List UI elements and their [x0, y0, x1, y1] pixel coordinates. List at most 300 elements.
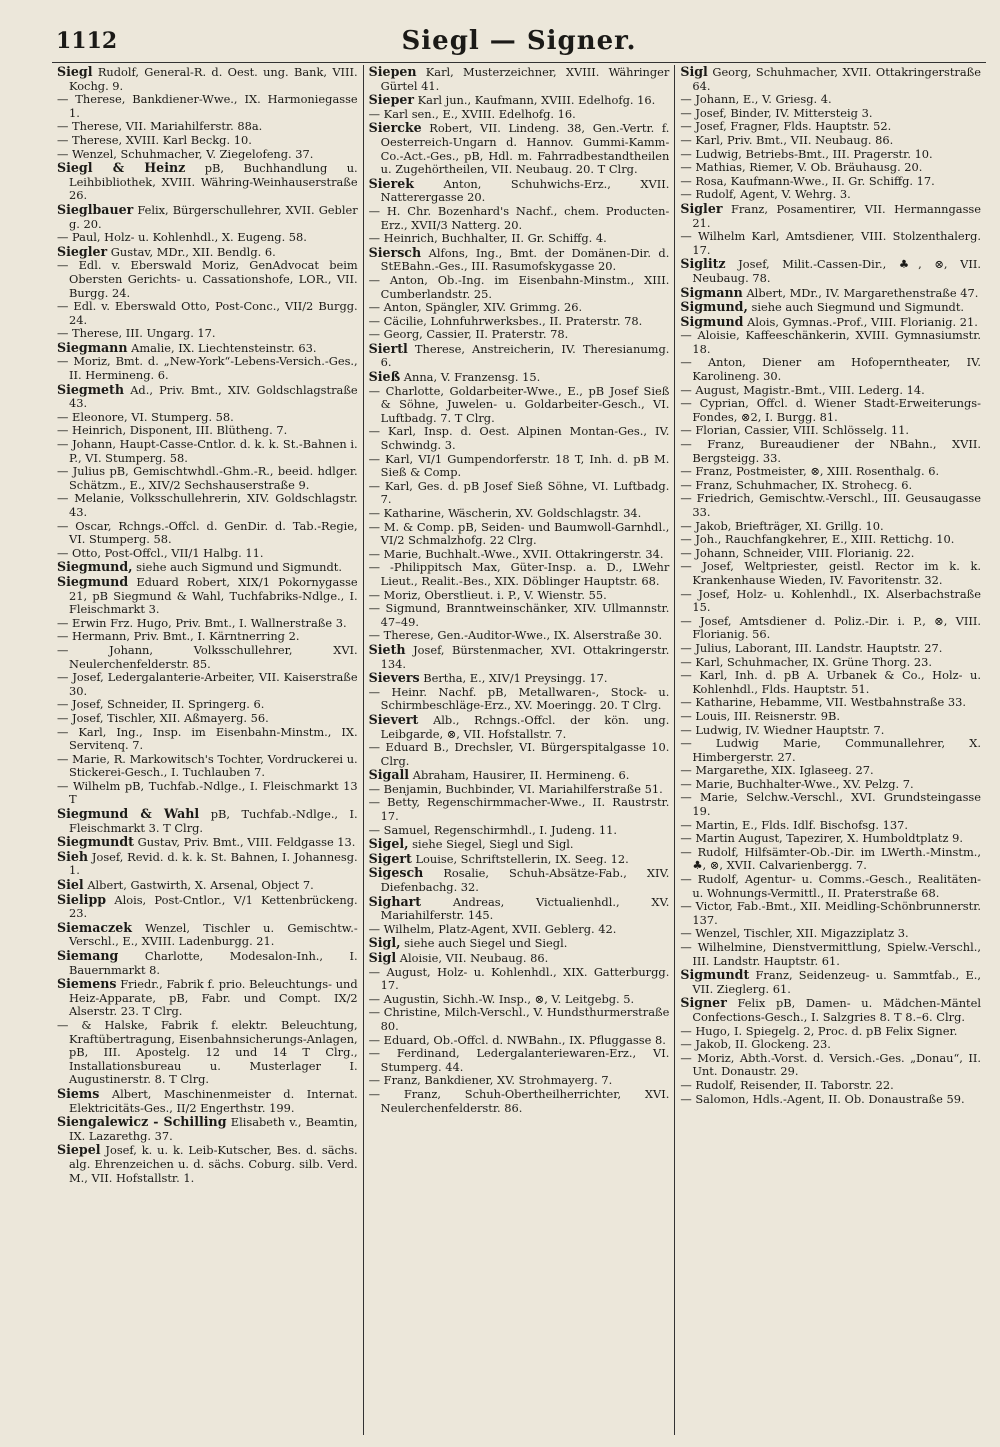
entry-text: — Moriz, Oberstlieut. i. P., V. Wienstr. 55. [368, 587, 607, 602]
directory-entry [369, 1088, 670, 1115]
entry-text: siehe auch Siegmund und Sigmundt. [751, 300, 965, 315]
entry-text: — Oscar, Rchngs.-Offcl. d. GenDir. d. Tab.-Regie, VI. Stumperg. 58. [57, 518, 358, 547]
entry-text: — Karl, Insp. d. Oest. Alpinen Montan-Ges., IV. Schwindg. 3. [368, 424, 670, 453]
entry-text: — Therese, Bankdiener-Wwe., IX. Harmoniegasse 1. [57, 92, 358, 120]
entry-text: — Franz, Postmeister, ⊗, XIII. Rosenthalg. 6. [680, 464, 940, 479]
directory-entry [369, 315, 670, 329]
entry-name: Siengalewicz - Schilling [57, 1114, 227, 1130]
directory-entry [680, 257, 981, 285]
directory-entry [680, 927, 981, 941]
entry-name: Sieglbauer [57, 201, 134, 217]
entry-text: — Karl, Schuhmacher, IX. Grüne Thorg. 23. [680, 654, 932, 669]
directory-entry [680, 1038, 981, 1052]
entry-name: Sigert [368, 850, 412, 866]
entry-text: Friedr., Fabrik f. prio. Beleuchtungs- und Heiz-Apparate, pB, Fabr. und Compt. IX/2 Alserstr. 23. T Clrg. [69, 977, 358, 1019]
directory-entry [680, 710, 981, 724]
entry-name: Sigel, [368, 836, 409, 852]
entry-name: Sigler [680, 200, 723, 216]
directory-entry [680, 107, 981, 121]
entry-text: — Betty, Regenschirmmacher-Wwe., II. Raustrstr. 17. [368, 795, 670, 824]
entry-text: — Aloisie, Kaffeeschänkerin, XVIII. Gymnasiumstr. 18. [680, 328, 982, 356]
directory-entry [57, 148, 358, 162]
entry-name: Sievers [368, 670, 420, 686]
directory-entry [680, 148, 981, 162]
entry-name: Siegmund & Wahl [57, 806, 200, 822]
entry-text: Gustav, Priv. Bmt., VIII. Feldgasse 13. [137, 835, 356, 850]
entry-name: Siemens [57, 976, 117, 992]
entry-name: Sieß [368, 369, 401, 385]
directory-entry [680, 615, 981, 642]
entry-text: — Ferdinand, Ledergalanteriewaren-Erz., VI. Stumperg. 44. [368, 1046, 670, 1074]
directory-entry [369, 370, 670, 385]
running-title: Siegl — Signer. [401, 26, 637, 56]
entry-text: — Karl sen., E., XVIII. Edelhofg. 16. [368, 106, 576, 121]
directory-entry [680, 764, 981, 778]
directory-entry [369, 852, 670, 867]
directory-entry [57, 921, 358, 949]
directory-entry [369, 589, 670, 603]
entry-text: — Erwin Frz. Hugo, Priv. Bmt., I. Wallnerstraße 3. [57, 615, 347, 630]
directory-entry [369, 686, 670, 713]
directory-entry [57, 807, 358, 835]
directory-entry [680, 533, 981, 547]
directory-entry [680, 161, 981, 175]
directory-entry [680, 1093, 981, 1107]
entry-text: Josef, Revid. d. k. k. St. Bahnen, I. Johannesg. 1. [69, 849, 358, 878]
directory-entry [680, 230, 981, 257]
entry-text: — Friedrich, Gemischtw.-Verschl., III. Geusaugasse 33. [680, 491, 982, 519]
entry-text: — -Philippitsch Max, Güter-Insp. a. D., LWehr Lieut., Realit.-Bes., XIX. Döblinger Hauptstr. 68. [368, 560, 670, 588]
entry-name: Siegmeth [57, 381, 125, 397]
entry-text: Franz, Seidenzeug- u. Sammtfab., E., VII. Zieglerg. 61. [692, 968, 982, 996]
entry-text: — & Halske, Fabrik f. elektr. Beleuchtung, Kraftübertragung, Eisenbahnsicherungs-Anlagen, pB, III. Apostelg. 12 und 14 T Clrg., Installationsbureau u. Musterlager I. Augustinerstr. 8. T Clrg. [57, 1017, 358, 1087]
entry-text: — Franz, Bureaudiener der NBahn., XVII. Bergsteigg. 33. [680, 437, 982, 465]
entry-text: Alb., Rchngs.-Offcl. der kön. ung. Leibgarde, ⊗, VII. Hofstallstr. 7. [380, 712, 670, 741]
directory-entry [369, 121, 670, 176]
entry-text: — M. & Comp. pB, Seiden- und Baumwoll-Garnhdl., VI/2 Schmalzhofg. 22 Clrg. [368, 519, 670, 548]
directory-entry [57, 203, 358, 231]
entry-name: Sigmundt [680, 967, 750, 983]
entry-text: — Salomon, Hdls.-Agent, II. Ob. Donaustraße 59. [680, 1091, 965, 1106]
entry-text: Albert, MDr., IV. Margarethenstraße 47. [746, 285, 979, 300]
directory-entry [369, 824, 670, 838]
directory-entry [369, 837, 670, 852]
entry-text: — Hermann, Priv. Bmt., I. Kärntnerring 2. [57, 629, 300, 644]
directory-entry [680, 1052, 981, 1079]
directory-entry [680, 724, 981, 738]
entry-text: — Moriz, Bmt. d. „New-York“-Lebens-Versich.-Ges., II. Hermineng. 6. [57, 354, 358, 383]
directory-entry [369, 521, 670, 548]
entry-text: Josef, Bürstenmacher, XVI. Ottakringerstr. 134. [380, 642, 670, 671]
directory-entry [680, 547, 981, 561]
directory-entry [369, 246, 670, 274]
entry-text: siehe auch Sigmund und Sigmundt. [136, 560, 342, 575]
directory-entry [369, 741, 670, 768]
entry-text: Felix, Bürgerschullehrer, XVII. Gebler g. 20. [69, 202, 358, 231]
entry-text: — Georg, Cassier, II. Praterstr. 78. [368, 327, 569, 342]
directory-entry [57, 575, 358, 617]
directory-entry [369, 1034, 670, 1048]
entry-text: — Therese, VII. Mariahilferstr. 88a. [57, 119, 263, 134]
directory-entry [369, 966, 670, 993]
entry-text: — Karl, Ges. d. pB Josef Sieß Söhne, VI. Luftbadg. 7. [368, 478, 670, 507]
entry-text: Gustav, MDr., XII. Bendlg. 6. [110, 244, 276, 259]
directory-entry [57, 93, 358, 120]
directory-entry [680, 93, 981, 107]
column-2 [363, 65, 675, 1435]
page-header [52, 22, 986, 63]
entry-text: — Johann, Schneider, VIII. Florianig. 22. [680, 545, 915, 560]
entry-name: Sigall [368, 767, 410, 783]
directory-entry [680, 791, 981, 818]
column-1 [52, 65, 363, 1435]
entry-text: — Wilhelm, Platz-Agent, XVII. Geblerg. 42. [368, 921, 617, 936]
entry-name: Siertl [368, 340, 408, 356]
entry-text: — Hugo, I. Spiegelg. 2, Proc. d. pB Felix Signer. [680, 1023, 958, 1038]
entry-name: Sighart [368, 893, 422, 909]
directory-entry [680, 120, 981, 134]
entry-text: — Marie, R. Markowitsch's Tochter, Vordruckerei u. Stickerei-Gesch., I. Tuchlauben 7. [57, 751, 358, 780]
directory-entry [680, 900, 981, 927]
directory-entry [680, 560, 981, 587]
entry-text: — Therese, XVIII. Karl Beckg. 10. [57, 132, 252, 147]
directory-entry [57, 977, 358, 1019]
entry-name: Siersch [368, 244, 422, 260]
entry-text: Franz, Posamentirer, VII. Hermanngasse 21. [692, 201, 982, 230]
entry-text: — Jakob, Briefträger, XI. Grillg. 10. [680, 518, 884, 533]
page-number: 1112 [56, 28, 118, 54]
entry-name: Siel [57, 877, 84, 893]
entry-text: — Martin, E., Flds. Idlf. Bischofsg. 137. [680, 817, 909, 832]
entry-name: Sigmund, [680, 299, 748, 315]
directory-entry [57, 547, 358, 561]
directory-entry [680, 329, 981, 356]
entry-text: — Benjamin, Buchbinder, VI. Mariahilferstraße 51. [368, 781, 663, 796]
directory-entry [57, 492, 358, 519]
entry-text: Abraham, Hausirer, II. Hermineng. 6. [412, 768, 630, 783]
entry-text: — Katharine, Wäscherin, XV. Goldschlagstr. 34. [368, 506, 642, 520]
entry-text: — Charlotte, Goldarbeiter-Wwe., E., pB Josef Sieß & Söhne, Juwelen- u. Goldarbeiter-Gesch., VI. Luftbadg. 7. T Clrg. [368, 383, 670, 425]
directory-entry [57, 1115, 358, 1143]
entry-text: — Josef, Holz- u. Kohlenhdl., IX. Alserbachstraße 15. [680, 586, 982, 615]
entry-text: — Johann, E., V. Griesg. 4. [680, 92, 832, 107]
entry-name: Siegl & Heinz [57, 160, 186, 176]
directory-entry [680, 134, 981, 148]
directory-entry [57, 259, 358, 300]
directory-entry [57, 893, 358, 921]
entry-name: Siemang [57, 948, 119, 963]
directory-entry [680, 520, 981, 534]
directory-entry [57, 753, 358, 780]
entry-text: — Martin August, Tapezirer, X. Humboldtplatz 9. [680, 831, 963, 846]
entry-text: Therese, Anstreicherin, IV. Theresianumg. 6. [380, 341, 670, 370]
entry-text: — Anton, Spängler, XIV. Grimmg. 26. [368, 300, 583, 315]
entry-name: Sielipp [57, 891, 107, 907]
directory-entry [57, 300, 358, 327]
entry-text: Eduard Robert, XIX/1 Pokornygasse 21, pB Siegmund & Wahl, Tuchfabriks-Ndlge., I. Fleischmarkt 3. [69, 574, 358, 617]
directory-entry [57, 617, 358, 631]
entry-text: — Wilhelmine, Dienstvermittlung, Spielw.-Verschl., III. Landstr. Hauptstr. 61. [680, 940, 982, 968]
entry-text: — Joh., Rauchfangkehrer, E., XIII. Rettichg. 10. [680, 532, 955, 547]
directory-entry [57, 65, 358, 93]
directory-entry [57, 1019, 358, 1087]
entry-text: Bertha, E., XIV/1 Preysingg. 17. [423, 671, 608, 686]
entry-text: Felix pB, Damen- u. Mädchen-Mäntel Confections-Gesch., I. Salzgries 8. T 8.–6. Clrg. [692, 996, 982, 1024]
directory-entry [369, 108, 670, 122]
entry-text: pB, Tuchfab.-Ndlge., I. Fleischmarkt 3. T Clrg. [69, 807, 358, 835]
entry-text: Karl, Musterzeichner, XVIII. Währinger Gürtel 41. [380, 65, 670, 93]
directory-entry [57, 644, 358, 671]
entry-text: Josef, Milit.-Cassen-Dir., ♣, ⊗, VII. Neubaug. 78. [692, 257, 982, 285]
entry-text: — Therese, Gen.-Auditor-Wwe., IX. Alserstraße 30. [368, 628, 663, 643]
directory-entry [369, 425, 670, 452]
directory-entry [57, 438, 358, 465]
directory-entry [369, 951, 670, 966]
entry-text: Anton, Schuhwichs-Erz., XVII. Natterergasse 20. [380, 176, 670, 205]
directory-entry [57, 355, 358, 382]
entry-name: Sigesch [368, 865, 424, 881]
directory-entry [57, 520, 358, 547]
entry-text: — Augustin, Sichh.-W. Insp., ⊗, V. Leitgebg. 5. [368, 991, 635, 1006]
directory-entry [680, 397, 981, 424]
entry-text: — Cäcilie, Lohnfuhrwerksbes., II. Praterstr. 78. [368, 313, 643, 328]
entry-text: — Victor, Fab.-Bmt., XII. Meidling-Schönbrunnerstr. 137. [680, 899, 982, 927]
directory-entry [57, 134, 358, 148]
entry-name: Siemaczek [57, 919, 132, 935]
directory-entry [680, 737, 981, 764]
directory-entry [680, 588, 981, 615]
entry-text: — Eduard, Ob.-Offcl. d. NWBahn., IX. Pfluggasse 8. [368, 1032, 666, 1047]
entry-text: — Therese, III. Ungarg. 17. [57, 326, 216, 341]
directory-entry [57, 231, 358, 245]
entry-text: — Wenzel, Schuhmacher, V. Ziegelofeng. 37. [57, 146, 314, 161]
entry-text: — Sigmund, Branntweinschänker, XIV. Ullmannstr. 47–49. [368, 601, 670, 629]
directory-entry [369, 643, 670, 671]
entry-text: — Johann, Haupt-Casse-Cntlor. d. k. k. St.-Bahnen i. P., VI. Stumperg. 58. [57, 437, 358, 465]
directory-entry [369, 1047, 670, 1074]
directory-entry [680, 175, 981, 189]
entry-name: Sievert [368, 711, 419, 727]
entry-text: Karl jun., Kaufmann, XVIII. Edelhofg. 16. [417, 93, 656, 108]
directory-entry [369, 328, 670, 342]
entry-text: pB, Buchhandlung u. Leihbibliothek, XVIII. Währing-Weinhauserstraße 26. [69, 161, 358, 203]
directory-entry [369, 629, 670, 643]
entry-name: Sieper [368, 92, 415, 108]
directory-entry [57, 424, 358, 438]
directory-entry [369, 923, 670, 937]
directory-entry [680, 642, 981, 656]
directory-entry [369, 1006, 670, 1033]
directory-entry [369, 93, 670, 108]
entry-name: Siems [57, 1085, 100, 1101]
entry-name: Siegmund, [57, 559, 133, 575]
entry-name: Siegmundt [57, 834, 134, 850]
directory-entry [680, 1079, 981, 1093]
directory-entry [680, 1025, 981, 1039]
entry-text: — Eduard B., Drechsler, VI. Bürgerspitalgasse 10. Clrg. [368, 740, 670, 768]
directory-entry [680, 846, 981, 873]
entry-name: Sigmund [680, 313, 744, 329]
entry-text: Alois, Post-Cntlor., V/1 Kettenbrückeng. 23. [69, 892, 358, 921]
entry-text: — Franz, Schuhmacher, IX. Strohecg. 6. [680, 477, 913, 492]
entry-text: — Marie, Selchw.-Verschl., XVI. Grundsteingasse 19. [680, 790, 982, 819]
entry-text: — August, Holz- u. Kohlenhdl., XIX. Gatterburgg. 17. [368, 964, 670, 993]
entry-text: Rosalie, Schuh-Absätze-Fab., XIV. Diefenbachg. 32. [380, 866, 670, 895]
directory-entry [57, 327, 358, 341]
entry-text: — Rudolf, Agentur- u. Comms.-Gesch., Realitäten- u. Wohnungs-Vermittl., II. Praterstraße 68. [680, 872, 982, 900]
entry-text: — Samuel, Regenschirmhdl., I. Judeng. 11. [368, 822, 617, 837]
directory-entry [57, 1087, 358, 1115]
entry-name: Siegmann [57, 339, 128, 355]
directory-entry [369, 507, 670, 521]
entry-text: — August, Magistr.-Bmt., VIII. Lederg. 14. [680, 382, 925, 397]
directory-entry [369, 274, 670, 301]
entry-text: Alois, Gymnas.-Prof., VIII. Florianig. 21. [747, 314, 978, 329]
entry-name: Signer [680, 995, 727, 1011]
directory-entry [369, 768, 670, 783]
entry-text: — Moriz, Abth.-Vorst. d. Versich.-Ges. „Donau“, II. Unt. Donaustr. 29. [680, 1050, 982, 1079]
entry-text: — Julius, Laborant, III. Landstr. Hauptstr. 27. [680, 640, 943, 655]
entry-text: — Karl, Ing., Insp. im Eisenbahn-Minstm., IX. Servitenq. 7. [57, 724, 358, 753]
entry-name: Sigl [680, 65, 708, 79]
directory-entry [57, 949, 358, 977]
entry-text: — Edl. v. Eberswald Otto, Post-Conc., VII/2 Burgg. 24. [57, 299, 358, 327]
directory-entry [57, 780, 358, 807]
entry-text: Albert, Maschinenmeister d. Internat. Elektricitäts-Ges., II/2 Engerthstr. 199. [69, 1086, 358, 1115]
entry-name: Siepen [368, 65, 417, 79]
entry-text: — Karl, Priv. Bmt., VII. Neubaug. 86. [680, 132, 894, 147]
directory-entry [680, 656, 981, 670]
entry-text: — Wilhelm Karl, Amtsdiener, VIII. Stolzenthalerg. 17. [680, 229, 982, 257]
directory-entry [57, 712, 358, 726]
entry-text: — Karl, VI/1 Gumpendorferstr. 18 T, Inh. d. pB M. Sieß & Comp. [368, 451, 670, 480]
entry-text: — Josef, Binder, IV. Mittersteig 3. [680, 105, 873, 120]
directory-entry [369, 796, 670, 823]
entry-text: — Josef, Tischler, XII. Aßmayerg. 56. [57, 710, 269, 725]
entry-name: Siegmund [57, 573, 129, 589]
directory-entry [57, 560, 358, 575]
entry-name: Sigl [368, 950, 397, 965]
directory-entry [369, 895, 670, 923]
directory-entry [57, 411, 358, 425]
entry-text: — Heinrich, Buchhalter, II. Gr. Schiffg. 4. [368, 231, 607, 246]
directory-entry [57, 726, 358, 753]
entry-text: — Cyprian, Offcl. d. Wiener Stadt-Erweiterungs-Fondes, ⊗2, I. Burgg. 81. [680, 396, 982, 424]
directory-entry [680, 968, 981, 996]
entry-name: Siglitz [680, 256, 726, 272]
entry-text: — Paul, Holz- u. Kohlenhdl., X. Eugeng. 58. [57, 230, 307, 245]
entry-name: Sigl, [368, 935, 401, 951]
directory-entry [57, 835, 358, 850]
directory-entry [57, 120, 358, 134]
entry-name: Sierek [368, 175, 414, 191]
entry-text: — Louis, III. Reisnerstr. 9B. [680, 708, 841, 723]
entry-text: Georg, Schuhmacher, XVII. Ottakringerstraße 64. [692, 65, 982, 93]
entry-text: — Otto, Post-Offcl., VII/1 Halbg. 11. [57, 545, 264, 560]
entry-text: — Marie, Buchhalt.-Wwe., XVII. Ottakringerstr. 34. [368, 546, 664, 561]
directory-entry [57, 245, 358, 260]
entry-text: — Johann, Volksschullehrer, XVI. Neulerchenfelderstr. 85. [57, 642, 358, 671]
entry-text: Anna, V. Franzensg. 15. [403, 370, 541, 385]
entry-name: Sieh [57, 848, 89, 864]
directory-entry [680, 315, 981, 330]
directory-entry [680, 996, 981, 1024]
entry-text: — Edl. v. Eberswald Moriz, GenAdvocat beim Obersten Gerichts- u. Cassationshofe, LOR., VII. Burgg. 24. [57, 258, 358, 300]
directory-entry [57, 161, 358, 203]
directory-entry [680, 479, 981, 493]
directory-entry [369, 561, 670, 588]
entry-text: — Marie, Buchhalter-Wwe., XV. Pelzg. 7. [680, 776, 914, 791]
directory-entry [369, 177, 670, 205]
entry-text: siehe auch Siegel und Siegl. [404, 936, 568, 951]
directory-entry [680, 424, 981, 438]
directory-entry [680, 384, 981, 398]
entry-text: Josef, k. u. k. Leib-Kutscher, Bes. d. sächs. alg. Ehrenzeichen u. d. sächs. Coburg. silb. Verd. M., VII. Hofstallstr. 1. [69, 1143, 358, 1185]
entry-text: — Anton, Ob.-Ing. im Eisenbahn-Minstm., XIII. Cumberlandstr. 25. [368, 272, 670, 301]
entry-text: Charlotte, Modesalon-Inh., I. Bauernmarkt 8. [69, 949, 358, 977]
entry-text: — H. Chr. Bozenhard's Nachf., chem. Producten-Erz., XVII/3 Natterg. 20. [368, 203, 670, 232]
directory-entry [369, 1074, 670, 1088]
entry-name: Sigmann [680, 284, 743, 300]
directory-entry [369, 342, 670, 370]
entry-text: — Anton, Diener am Hofoperntheater, IV. Karolineng. 30. [680, 355, 982, 384]
directory-entry [369, 205, 670, 232]
entry-text: — Ludwig, Betriebs-Bmt., III. Pragerstr. 10. [680, 146, 933, 161]
entry-text: Amalie, IX. Liechtensteinstr. 63. [131, 340, 317, 355]
directory-entry [680, 492, 981, 519]
entry-text: Rudolf, General-R. d. Oest. ung. Bank, VIII. Kochg. 9. [69, 65, 358, 93]
directory-entry [369, 993, 670, 1007]
entry-text: Elisabeth v., Beamtin, IX. Lazarethg. 37. [69, 1115, 358, 1143]
directory-entry [680, 669, 981, 696]
directory-entry [57, 671, 358, 698]
directory-entry [680, 188, 981, 202]
entry-text: — Karl, Inh. d. pB A. Urbanek & Co., Holz- u. Kohlenhdl., Flds. Hauptstr. 51. [680, 668, 982, 696]
directory-entry [680, 778, 981, 792]
entry-text: — Heinrich, Disponent, III. Blütheng. 7. [57, 423, 288, 438]
entry-name: Siegler [57, 243, 108, 259]
entry-text: — Katharine, Hebamme, VII. Westbahnstraße 33. [680, 695, 967, 710]
entry-name: Siercke [368, 120, 422, 136]
directory-entry [369, 671, 670, 686]
entry-columns [52, 65, 986, 1435]
directory-entry [57, 850, 358, 878]
entry-text: — Franz, Bankdiener, XV. Strohmayerg. 7. [368, 1073, 613, 1088]
entry-name: Siegl [57, 65, 93, 79]
directory-entry [680, 465, 981, 479]
directory-entry [680, 65, 981, 93]
directory-entry [369, 480, 670, 507]
entry-text: — Melanie, Volksschullehrerin, XIV. Goldschlagstr. 43. [57, 491, 358, 519]
directory-entry [57, 383, 358, 411]
directory-entry [57, 630, 358, 644]
entry-text: — Christine, Milch-Verschl., V. Hundsthurmerstraße 80. [368, 1005, 670, 1033]
entry-text: Ad., Priv. Bmt., XIV. Goldschlagstraße 43. [69, 382, 358, 411]
entry-text: Wenzel, Tischler u. Gemischtw.-Verschl., E., XVIII. Ladenburgg. 21. [69, 920, 358, 949]
entry-text: — Mathias, Riemer, V. Ob. Bräuhausg. 20. [680, 160, 923, 175]
entry-text: Louise, Schriftstellerin, IX. Seeg. 12. [415, 851, 629, 866]
column-3 [674, 65, 986, 1435]
directory-entry [57, 465, 358, 492]
directory-entry [57, 1143, 358, 1185]
entry-text: — Wilhelm pB, Tuchfab.-Ndlge., I. Fleischmarkt 13 T [57, 778, 358, 807]
entry-text: Alfons, Ing., Bmt. der Domänen-Dir. d. StEBahn.-Ges., III. Rasumofskygasse 20. [380, 245, 670, 274]
directory-entry [369, 65, 670, 93]
directory-entry [369, 232, 670, 246]
directory-entry [680, 941, 981, 968]
entry-name: Sieth [368, 641, 406, 657]
entry-text: — Rudolf, Hilfsämter-Ob.-Dir. im LWerth.-Minstm., ♣, ⊗, XVII. Calvarienbergg. 7. [680, 844, 982, 873]
